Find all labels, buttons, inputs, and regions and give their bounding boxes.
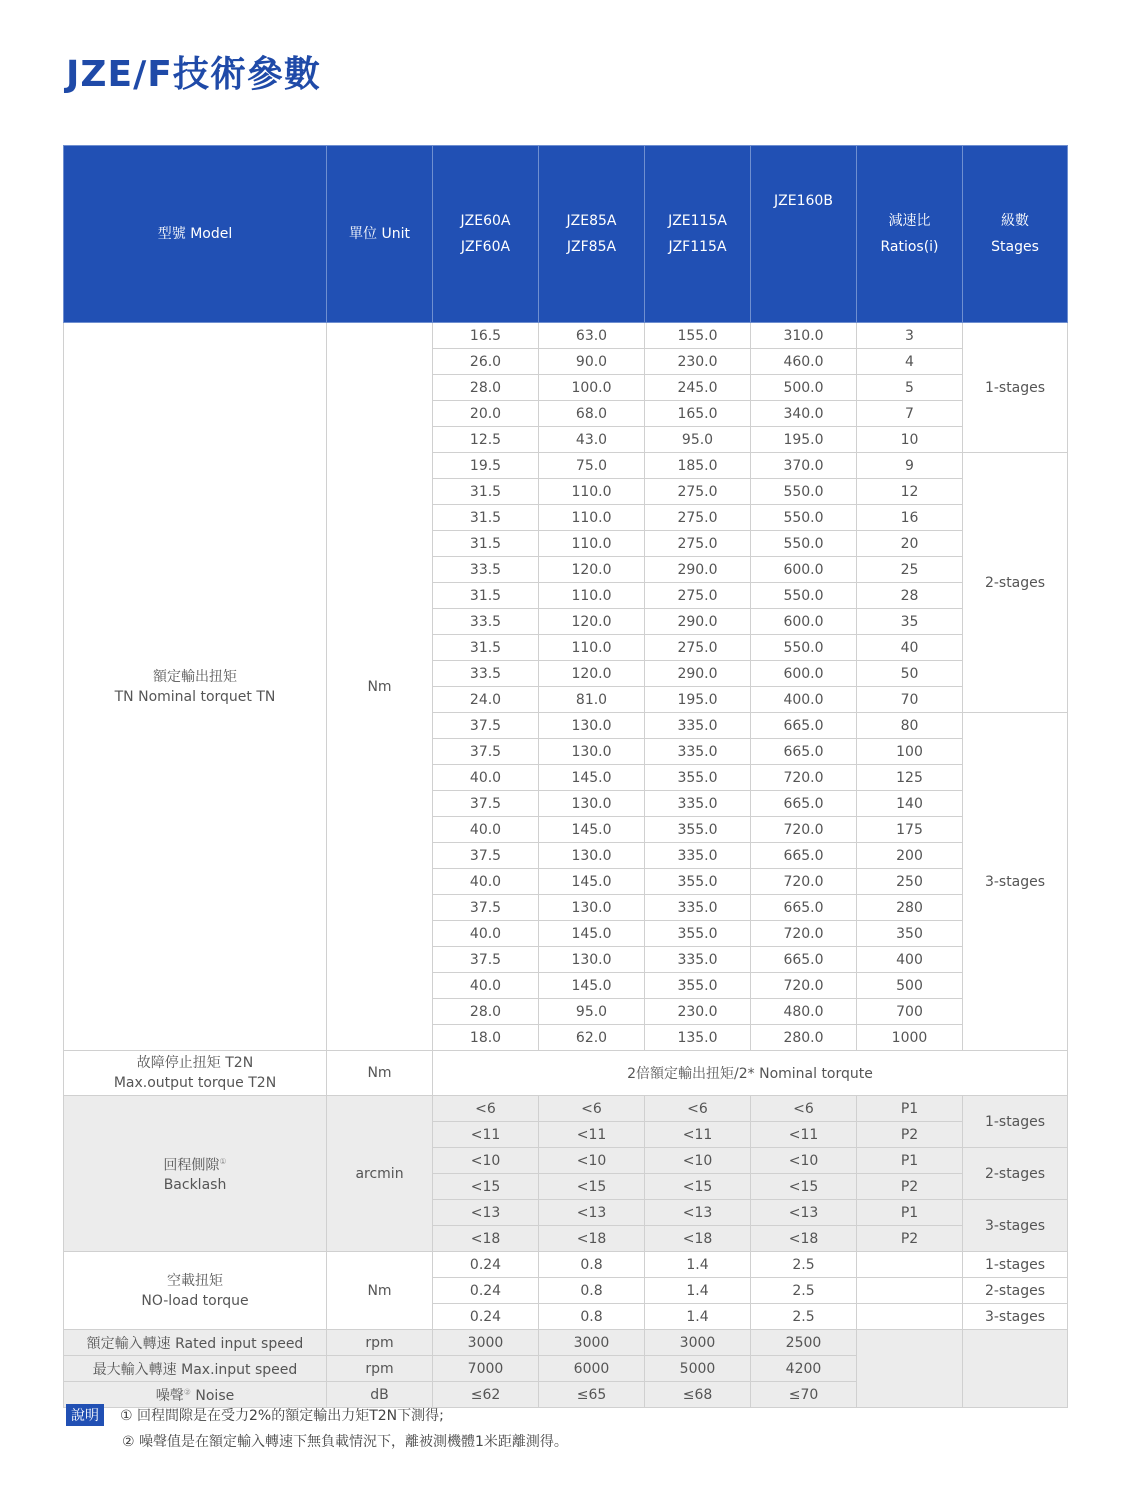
noload-value: [857, 1252, 963, 1278]
header-row: [64, 146, 1068, 323]
backlash-label: [64, 1096, 327, 1252]
torque-value: 340.0: [751, 401, 857, 427]
torque-value: 95.0: [645, 427, 751, 453]
torque-value: 145.0: [539, 973, 645, 999]
torque-value: 37.5: [433, 895, 539, 921]
torque-value: 400.0: [751, 687, 857, 713]
torque-value: 720.0: [751, 765, 857, 791]
torque-value: 37.5: [433, 713, 539, 739]
noload-value: [857, 1278, 963, 1304]
header-ratio: [857, 146, 963, 323]
ratio-value: 200: [857, 843, 963, 869]
backlash-value: <15: [433, 1174, 539, 1200]
torque-value: 19.5: [433, 453, 539, 479]
torque-value: 335.0: [645, 739, 751, 765]
torque-unit: Nm: [327, 323, 433, 1051]
header-jze85a: [539, 146, 645, 323]
header-jze60a-line: JZF60A: [460, 239, 511, 255]
torque-value: 40.0: [433, 765, 539, 791]
noload-value: 2.5: [751, 1252, 857, 1278]
backlash-value: P1: [857, 1200, 963, 1226]
ratio-value: 500: [857, 973, 963, 999]
torque-value: 37.5: [433, 947, 539, 973]
ratio-value: 4: [857, 349, 963, 375]
torque-value: 665.0: [751, 739, 857, 765]
header-jze85a-line: JZF85A: [566, 239, 617, 255]
ratio-value: 250: [857, 869, 963, 895]
torque-value: 245.0: [645, 375, 751, 401]
header-stages-line: 級數: [1001, 213, 1029, 229]
header-jze60a: [433, 146, 539, 323]
header-jze115a-line: JZF115A: [668, 239, 727, 255]
backlash-value: <10: [433, 1148, 539, 1174]
noload-value: 2.5: [751, 1278, 857, 1304]
backlash-value: <15: [539, 1174, 645, 1200]
stage-label: 2-stages: [963, 1148, 1068, 1200]
footnote-mark: ①: [219, 1156, 227, 1166]
header-model: 型號 Model: [64, 146, 327, 323]
stage-label: 2-stages: [963, 1278, 1068, 1304]
backlash-value: <11: [751, 1122, 857, 1148]
torque-value: 550.0: [751, 635, 857, 661]
torque-value: 230.0: [645, 349, 751, 375]
torque-value: 130.0: [539, 739, 645, 765]
backlash-value: <11: [539, 1122, 645, 1148]
noload-value: 0.24: [433, 1278, 539, 1304]
header-stages: [963, 146, 1068, 323]
torque-value: 120.0: [539, 661, 645, 687]
header-unit: 單位 Unit: [327, 146, 433, 323]
torque-value: 12.5: [433, 427, 539, 453]
torque-value: 720.0: [751, 973, 857, 999]
header-jze115a: [645, 146, 751, 323]
torque-value: 20.0: [433, 401, 539, 427]
max-speed-value: 6000: [539, 1356, 645, 1382]
ratio-value: 400: [857, 947, 963, 973]
ratio-value: 1000: [857, 1025, 963, 1051]
torque-value: 31.5: [433, 505, 539, 531]
rated-speed-unit: rpm: [327, 1330, 433, 1356]
torque-value: 335.0: [645, 947, 751, 973]
max-torque-label-line: Max.output torque T2N: [113, 1075, 277, 1091]
torque-value: 31.5: [433, 635, 539, 661]
spec-table: [63, 145, 1068, 1408]
max-speed-value: 4200: [751, 1356, 857, 1382]
torque-value: 16.5: [433, 323, 539, 349]
max-speed-value: 5000: [645, 1356, 751, 1382]
torque-value: 310.0: [751, 323, 857, 349]
torque-value: 275.0: [645, 635, 751, 661]
backlash-label-zh: 回程側隙: [163, 1157, 220, 1174]
noload-label-line: NO-load torque: [141, 1292, 249, 1309]
torque-value: 40.0: [433, 869, 539, 895]
ratio-value: 70: [857, 687, 963, 713]
torque-value: 100.0: [539, 375, 645, 401]
torque-value: 33.5: [433, 557, 539, 583]
ratio-value: 25: [857, 557, 963, 583]
torque-value: 31.5: [433, 583, 539, 609]
torque-label: [64, 323, 327, 1051]
note-1: ① 回程間隙是在受力2%的額定輸出力矩T2N下測得;: [120, 1408, 444, 1424]
torque-value: 62.0: [539, 1025, 645, 1051]
noise-label-en: Noise: [195, 1387, 235, 1404]
noise-value: ≤62: [433, 1382, 539, 1408]
stage-label: 1-stages: [963, 1252, 1068, 1278]
backlash-value: <18: [433, 1226, 539, 1252]
torque-value: 110.0: [539, 479, 645, 505]
noload-unit: Nm: [327, 1252, 433, 1330]
torque-value: 90.0: [539, 349, 645, 375]
max-torque-label: [64, 1051, 327, 1096]
stage-label: 3-stages: [963, 713, 1068, 1051]
backlash-value: <18: [539, 1226, 645, 1252]
torque-value: 40.0: [433, 921, 539, 947]
torque-value: 600.0: [751, 661, 857, 687]
noload-row: [64, 1252, 1068, 1278]
ratio-value: 350: [857, 921, 963, 947]
torque-value: 120.0: [539, 609, 645, 635]
backlash-value: <13: [751, 1200, 857, 1226]
torque-value: 31.5: [433, 479, 539, 505]
header-jze85a-line: JZE85A: [566, 213, 617, 229]
ratio-value: 140: [857, 791, 963, 817]
torque-value: 290.0: [645, 557, 751, 583]
noload-value: 0.24: [433, 1252, 539, 1278]
backlash-value: <6: [539, 1096, 645, 1122]
backlash-row: [64, 1096, 1068, 1122]
backlash-value: <18: [645, 1226, 751, 1252]
empty-cell: [963, 1330, 1068, 1408]
torque-value: 665.0: [751, 713, 857, 739]
torque-label-line: TN Nominal torquet TN: [114, 688, 276, 705]
header-jze160b-line: JZE160B: [774, 193, 833, 209]
torque-value: 110.0: [539, 505, 645, 531]
rated-speed-row: [64, 1330, 1068, 1356]
noload-value: 0.8: [539, 1304, 645, 1330]
torque-value: 75.0: [539, 453, 645, 479]
noload-value: [857, 1304, 963, 1330]
header-stages-line: Stages: [991, 239, 1039, 255]
max-speed-value: 7000: [433, 1356, 539, 1382]
stage-label: 3-stages: [963, 1200, 1068, 1252]
noise-unit: dB: [327, 1382, 433, 1408]
torque-value: 195.0: [751, 427, 857, 453]
torque-value: 37.5: [433, 791, 539, 817]
ratio-value: 12: [857, 479, 963, 505]
torque-value: 720.0: [751, 817, 857, 843]
ratio-value: 9: [857, 453, 963, 479]
backlash-value: <13: [539, 1200, 645, 1226]
torque-value: 18.0: [433, 1025, 539, 1051]
torque-value: 28.0: [433, 375, 539, 401]
backlash-value: <6: [433, 1096, 539, 1122]
torque-value: 355.0: [645, 869, 751, 895]
torque-value: 355.0: [645, 765, 751, 791]
ratio-value: 100: [857, 739, 963, 765]
torque-value: 280.0: [751, 1025, 857, 1051]
torque-value: 230.0: [645, 999, 751, 1025]
torque-value: 550.0: [751, 479, 857, 505]
notes-badge: 說明: [66, 1404, 104, 1426]
footnote-mark: ②: [183, 1386, 191, 1396]
torque-value: 335.0: [645, 713, 751, 739]
max-torque-row: [64, 1051, 1068, 1096]
backlash-value: <6: [645, 1096, 751, 1122]
torque-value: 460.0: [751, 349, 857, 375]
torque-label-line: 額定輸出扭矩: [153, 668, 237, 685]
header-jze60a-line: JZE60A: [460, 213, 511, 229]
max-torque-value: 2倍額定輸出扭矩/2* Nominal torqute: [433, 1051, 1068, 1096]
torque-value: 135.0: [645, 1025, 751, 1051]
torque-value: 26.0: [433, 349, 539, 375]
torque-value: 665.0: [751, 895, 857, 921]
torque-value: 31.5: [433, 531, 539, 557]
torque-value: 275.0: [645, 479, 751, 505]
torque-value: 130.0: [539, 713, 645, 739]
note-2: ② 噪聲值是在額定輸入轉速下無負載情況下，離被測機體1米距離測得。: [122, 1434, 568, 1450]
ratio-value: 20: [857, 531, 963, 557]
max-speed-unit: rpm: [327, 1356, 433, 1382]
ratio-value: 7: [857, 401, 963, 427]
torque-value: 24.0: [433, 687, 539, 713]
torque-value: 275.0: [645, 531, 751, 557]
backlash-value: P2: [857, 1174, 963, 1200]
torque-value: 145.0: [539, 921, 645, 947]
ratio-value: 3: [857, 323, 963, 349]
torque-value: 40.0: [433, 817, 539, 843]
torque-value: 130.0: [539, 791, 645, 817]
backlash-value: <13: [645, 1200, 751, 1226]
torque-value: 290.0: [645, 661, 751, 687]
torque-value: 550.0: [751, 531, 857, 557]
noise-value: ≤70: [751, 1382, 857, 1408]
torque-value: 195.0: [645, 687, 751, 713]
torque-value: 40.0: [433, 973, 539, 999]
backlash-value: <18: [751, 1226, 857, 1252]
page-title: JZE/F技術參數: [66, 54, 321, 95]
max-speed-label: 最大輸入轉速 Max.input speed: [64, 1356, 327, 1382]
ratio-value: 5: [857, 375, 963, 401]
torque-value: 110.0: [539, 583, 645, 609]
ratio-value: 700: [857, 999, 963, 1025]
rated-speed-value: 3000: [433, 1330, 539, 1356]
noload-value: 0.8: [539, 1252, 645, 1278]
torque-value: 355.0: [645, 973, 751, 999]
stage-label: 2-stages: [963, 453, 1068, 713]
torque-value: 335.0: [645, 895, 751, 921]
torque-value: 355.0: [645, 817, 751, 843]
noload-label-line: 空載扭矩: [167, 1272, 223, 1289]
backlash-value: <15: [751, 1174, 857, 1200]
stage-label: 1-stages: [963, 323, 1068, 453]
noload-value: 0.8: [539, 1278, 645, 1304]
ratio-value: 35: [857, 609, 963, 635]
noise-value: ≤68: [645, 1382, 751, 1408]
torque-value: 720.0: [751, 869, 857, 895]
ratio-value: 175: [857, 817, 963, 843]
empty-cell: [857, 1330, 963, 1408]
backlash-value: <10: [751, 1148, 857, 1174]
ratio-value: 50: [857, 661, 963, 687]
ratio-value: 10: [857, 427, 963, 453]
noise-value: ≤65: [539, 1382, 645, 1408]
stage-label: 1-stages: [963, 1096, 1068, 1148]
torque-value: 95.0: [539, 999, 645, 1025]
ratio-value: 16: [857, 505, 963, 531]
torque-value: 110.0: [539, 635, 645, 661]
backlash-value: <15: [645, 1174, 751, 1200]
torque-value: 110.0: [539, 531, 645, 557]
backlash-value: <6: [751, 1096, 857, 1122]
torque-value: 335.0: [645, 843, 751, 869]
torque-value: 335.0: [645, 791, 751, 817]
torque-value: 33.5: [433, 661, 539, 687]
torque-value: 81.0: [539, 687, 645, 713]
max-torque-label-line: 故障停止扭矩 T2N: [136, 1055, 254, 1071]
torque-value: 370.0: [751, 453, 857, 479]
backlash-value: P1: [857, 1096, 963, 1122]
torque-value: 28.0: [433, 999, 539, 1025]
noload-value: 1.4: [645, 1304, 751, 1330]
torque-value: 550.0: [751, 505, 857, 531]
backlash-label-en: Backlash: [163, 1177, 227, 1194]
torque-value: 665.0: [751, 843, 857, 869]
header-jze115a-line: JZE115A: [668, 213, 727, 229]
torque-value: 665.0: [751, 947, 857, 973]
torque-value: 185.0: [645, 453, 751, 479]
rated-speed-value: 2500: [751, 1330, 857, 1356]
rated-speed-value: 3000: [645, 1330, 751, 1356]
torque-value: 145.0: [539, 817, 645, 843]
torque-value: 155.0: [645, 323, 751, 349]
torque-value: 130.0: [539, 947, 645, 973]
rated-speed-value: 3000: [539, 1330, 645, 1356]
header-ratio-line: Ratios(i): [880, 239, 939, 255]
noload-value: 1.4: [645, 1278, 751, 1304]
stage-label: 3-stages: [963, 1304, 1068, 1330]
ratio-value: 28: [857, 583, 963, 609]
torque-value: 275.0: [645, 505, 751, 531]
noload-label: [64, 1252, 327, 1330]
notes: [66, 1402, 568, 1454]
backlash-value: P1: [857, 1148, 963, 1174]
noise-label-zh: 噪聲: [155, 1387, 184, 1404]
ratio-value: 125: [857, 765, 963, 791]
torque-value: 145.0: [539, 869, 645, 895]
noload-value: 1.4: [645, 1252, 751, 1278]
torque-value: 500.0: [751, 375, 857, 401]
torque-value: 665.0: [751, 791, 857, 817]
torque-value: 290.0: [645, 609, 751, 635]
backlash-value: <10: [645, 1148, 751, 1174]
torque-value: 720.0: [751, 921, 857, 947]
noload-value: 2.5: [751, 1304, 857, 1330]
backlash-value: P2: [857, 1226, 963, 1252]
max-torque-unit: Nm: [327, 1051, 433, 1096]
backlash-unit: arcmin: [327, 1096, 433, 1252]
torque-value: 130.0: [539, 895, 645, 921]
torque-value: 33.5: [433, 609, 539, 635]
torque-value: 145.0: [539, 765, 645, 791]
ratio-value: 80: [857, 713, 963, 739]
ratio-value: 280: [857, 895, 963, 921]
torque-value: 63.0: [539, 323, 645, 349]
torque-value: 37.5: [433, 843, 539, 869]
torque-value: 68.0: [539, 401, 645, 427]
rated-speed-label: 額定輸入轉速 Rated input speed: [64, 1330, 327, 1356]
backlash-value: <11: [433, 1122, 539, 1148]
noload-value: 0.24: [433, 1304, 539, 1330]
backlash-value: P2: [857, 1122, 963, 1148]
torque-value: 37.5: [433, 739, 539, 765]
table-row: [64, 323, 1068, 349]
header-jze160b: [751, 146, 857, 323]
backlash-value: <11: [645, 1122, 751, 1148]
torque-value: 130.0: [539, 843, 645, 869]
backlash-value: <13: [433, 1200, 539, 1226]
torque-value: 165.0: [645, 401, 751, 427]
torque-value: 355.0: [645, 921, 751, 947]
torque-value: 120.0: [539, 557, 645, 583]
header-ratio-line: 減速比: [888, 213, 931, 229]
backlash-value: <10: [539, 1148, 645, 1174]
ratio-value: 40: [857, 635, 963, 661]
torque-value: 275.0: [645, 583, 751, 609]
torque-value: 600.0: [751, 609, 857, 635]
torque-value: 43.0: [539, 427, 645, 453]
torque-value: 600.0: [751, 557, 857, 583]
torque-value: 550.0: [751, 583, 857, 609]
torque-value: 480.0: [751, 999, 857, 1025]
